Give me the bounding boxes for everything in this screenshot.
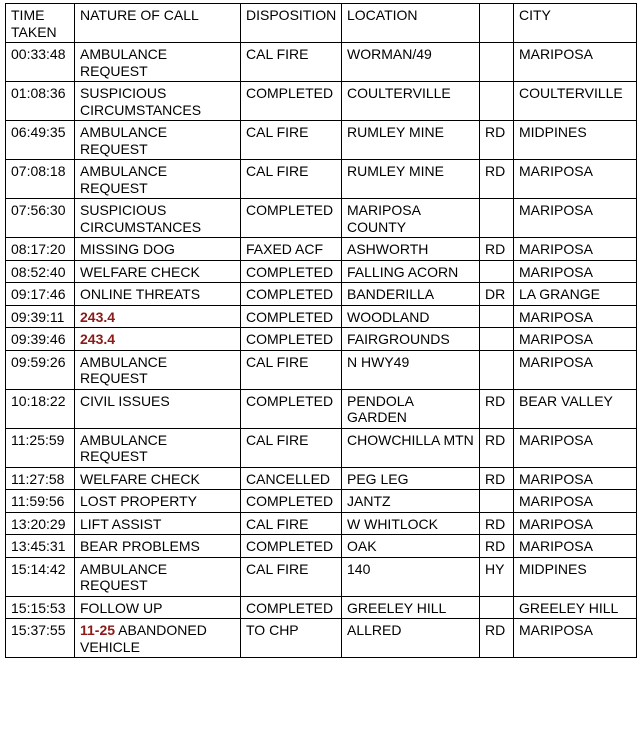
header-time-taken: TIME TAKEN xyxy=(6,4,75,43)
cell-suffix xyxy=(480,82,514,121)
cell-city: MARIPOSA xyxy=(514,428,637,467)
cell-nature xyxy=(75,121,241,160)
table-row xyxy=(6,328,637,351)
cell-disposition: CAL FIRE xyxy=(241,428,342,467)
cell-city: MARIPOSA xyxy=(514,305,637,328)
table-row xyxy=(6,350,637,389)
cell-nature xyxy=(75,328,241,351)
cell-suffix xyxy=(480,490,514,513)
cell-disposition: CAL FIRE xyxy=(241,121,342,160)
cell-disposition: TO CHP xyxy=(241,619,342,658)
cell-location: 140 xyxy=(342,557,480,596)
nature-text: FOLLOW UP xyxy=(80,599,163,616)
cell-time: 09:39:11 xyxy=(6,305,75,328)
cell-nature xyxy=(75,619,241,658)
cell-disposition: COMPLETED xyxy=(241,305,342,328)
cell-suffix xyxy=(480,199,514,238)
cell-location: WOODLAND xyxy=(342,305,480,328)
nature-text: ABANDONED VEHICLE xyxy=(80,622,207,655)
cell-location: W WHITLOCK xyxy=(342,512,480,535)
cell-location: ASHWORTH xyxy=(342,238,480,261)
cell-location: RUMLEY MINE xyxy=(342,160,480,199)
cell-city: COULTERVILLE xyxy=(514,82,637,121)
cell-disposition: COMPLETED xyxy=(241,328,342,351)
cell-city: LA GRANGE xyxy=(514,283,637,306)
cell-city: MARIPOSA xyxy=(514,43,637,82)
cell-time: 11:59:56 xyxy=(6,490,75,513)
nature-text: LOST PROPERTY xyxy=(80,493,197,509)
cell-nature xyxy=(75,512,241,535)
cell-time: 13:45:31 xyxy=(6,535,75,558)
cell-nature xyxy=(75,283,241,306)
cell-nature xyxy=(75,428,241,467)
cell-location: COULTERVILLE xyxy=(342,82,480,121)
cell-time: 01:08:36 xyxy=(6,82,75,121)
cell-time: 00:33:48 xyxy=(6,43,75,82)
table-row xyxy=(6,389,637,428)
cell-city: MIDPINES xyxy=(514,557,637,596)
table-row xyxy=(6,283,637,306)
cell-location: BANDERILLA xyxy=(342,283,480,306)
cell-city: MARIPOSA xyxy=(514,260,637,283)
table-row xyxy=(6,535,637,558)
cell-location: ALLRED xyxy=(342,619,480,658)
cell-nature xyxy=(75,199,241,238)
cell-nature xyxy=(75,305,241,328)
nature-text: AMBULANCE REQUEST xyxy=(80,560,168,593)
call-code: 11-25 xyxy=(80,622,116,638)
cell-suffix: RD xyxy=(480,428,514,467)
cell-nature xyxy=(75,490,241,513)
cell-city: MARIPOSA xyxy=(514,238,637,261)
cell-time: 13:20:29 xyxy=(6,512,75,535)
cell-disposition: COMPLETED xyxy=(241,389,342,428)
cell-nature xyxy=(75,260,241,283)
table-row xyxy=(6,490,637,513)
cell-suffix xyxy=(480,305,514,328)
cell-disposition: COMPLETED xyxy=(241,283,342,306)
table-row xyxy=(6,596,637,619)
cell-disposition: FAXED ACF xyxy=(241,238,342,261)
table-row xyxy=(6,160,637,199)
cell-nature xyxy=(75,82,241,121)
cell-suffix xyxy=(480,328,514,351)
cell-location: MARIPOSA COUNTY xyxy=(342,199,480,238)
cell-suffix: RD xyxy=(480,389,514,428)
table-row xyxy=(6,238,637,261)
table-row xyxy=(6,43,637,82)
cell-suffix: RD xyxy=(480,121,514,160)
cell-disposition: CAL FIRE xyxy=(241,557,342,596)
cell-time: 15:15:53 xyxy=(6,596,75,619)
nature-text: ONLINE THREATS xyxy=(80,286,201,302)
cell-suffix: RD xyxy=(480,535,514,558)
cell-disposition: CAL FIRE xyxy=(241,43,342,82)
cell-nature xyxy=(75,467,241,490)
nature-text: MISSING DOG xyxy=(80,241,175,257)
cell-city: MIDPINES xyxy=(514,121,637,160)
cell-nature xyxy=(75,350,241,389)
cell-location: GREELEY HILL xyxy=(342,596,480,619)
cell-disposition: COMPLETED xyxy=(241,535,342,558)
table-row xyxy=(6,512,637,535)
cell-disposition: CAL FIRE xyxy=(241,160,342,199)
nature-text: AMBULANCE REQUEST xyxy=(80,353,168,386)
cell-time: 07:56:30 xyxy=(6,199,75,238)
table-row xyxy=(6,619,637,658)
cell-disposition: CAL FIRE xyxy=(241,350,342,389)
cell-city: MARIPOSA xyxy=(514,160,637,199)
cell-city: MARIPOSA xyxy=(514,328,637,351)
cell-disposition: COMPLETED xyxy=(241,199,342,238)
nature-text: AMBULANCE REQUEST xyxy=(80,431,168,464)
table-row xyxy=(6,260,637,283)
cell-disposition: COMPLETED xyxy=(241,260,342,283)
cell-suffix xyxy=(480,596,514,619)
cell-suffix: RD xyxy=(480,238,514,261)
nature-text: CIVIL ISSUES xyxy=(80,392,170,409)
table-row xyxy=(6,467,637,490)
cell-location: WORMAN/49 xyxy=(342,43,480,82)
cell-suffix: RD xyxy=(480,467,514,490)
cell-disposition: COMPLETED xyxy=(241,596,342,619)
cell-city: BEAR VALLEY xyxy=(514,389,637,428)
call-code: 243.4 xyxy=(80,308,116,325)
cell-suffix xyxy=(480,260,514,283)
table-row xyxy=(6,557,637,596)
header-nature-of-call: NATURE OF CALL xyxy=(75,4,241,43)
cell-city: MARIPOSA xyxy=(514,535,637,558)
nature-text: SUSPICIOUS CIRCUMSTANCES xyxy=(80,85,202,118)
nature-text: LIFT ASSIST xyxy=(80,515,162,532)
header-city: CITY xyxy=(514,4,637,43)
cell-location: PENDOLA GARDEN xyxy=(342,389,480,428)
cell-disposition: CANCELLED xyxy=(241,467,342,490)
cell-location: FALLING ACORN xyxy=(342,260,480,283)
nature-text: AMBULANCE REQUEST xyxy=(80,46,168,79)
cell-suffix: HY xyxy=(480,557,514,596)
cell-time: 15:14:42 xyxy=(6,557,75,596)
cell-city: MARIPOSA xyxy=(514,512,637,535)
cell-location: OAK xyxy=(342,535,480,558)
cell-time: 08:17:20 xyxy=(6,238,75,261)
nature-text: WELFARE CHECK xyxy=(80,263,200,280)
call-code: 243.4 xyxy=(80,331,116,347)
cell-time: 10:18:22 xyxy=(6,389,75,428)
cell-nature xyxy=(75,238,241,261)
cell-disposition: COMPLETED xyxy=(241,490,342,513)
cell-time: 09:17:46 xyxy=(6,283,75,306)
cell-suffix: RD xyxy=(480,160,514,199)
header-location: LOCATION xyxy=(342,4,480,43)
table-row xyxy=(6,428,637,467)
cell-location: FAIRGROUNDS xyxy=(342,328,480,351)
call-log-table xyxy=(5,3,637,658)
cell-city: MARIPOSA xyxy=(514,467,637,490)
nature-text: AMBULANCE REQUEST xyxy=(80,163,168,196)
table-row xyxy=(6,121,637,160)
cell-nature xyxy=(75,557,241,596)
cell-suffix xyxy=(480,43,514,82)
header-row xyxy=(6,4,637,43)
cell-location: CHOWCHILLA MTN xyxy=(342,428,480,467)
cell-nature xyxy=(75,596,241,619)
cell-time: 15:37:55 xyxy=(6,619,75,658)
cell-nature xyxy=(75,535,241,558)
nature-text: AMBULANCE REQUEST xyxy=(80,124,168,157)
cell-location: N HWY49 xyxy=(342,350,480,389)
cell-time: 11:27:58 xyxy=(6,467,75,490)
cell-city: MARIPOSA xyxy=(514,350,637,389)
cell-city: MARIPOSA xyxy=(514,619,637,658)
cell-time: 07:08:18 xyxy=(6,160,75,199)
cell-city: MARIPOSA xyxy=(514,490,637,513)
cell-time: 11:25:59 xyxy=(6,428,75,467)
table-row xyxy=(6,199,637,238)
nature-text: BEAR PROBLEMS xyxy=(80,538,200,554)
table-row xyxy=(6,82,637,121)
cell-nature xyxy=(75,389,241,428)
cell-suffix: RD xyxy=(480,512,514,535)
cell-suffix: DR xyxy=(480,283,514,306)
cell-time: 09:59:26 xyxy=(6,350,75,389)
header-suffix xyxy=(480,4,514,43)
cell-time: 06:49:35 xyxy=(6,121,75,160)
cell-time: 09:39:46 xyxy=(6,328,75,351)
cell-suffix: RD xyxy=(480,619,514,658)
cell-disposition: CAL FIRE xyxy=(241,512,342,535)
cell-suffix xyxy=(480,350,514,389)
table-row xyxy=(6,305,637,328)
cell-location: RUMLEY MINE xyxy=(342,121,480,160)
cell-disposition: COMPLETED xyxy=(241,82,342,121)
cell-location: JANTZ xyxy=(342,490,480,513)
header-disposition: DISPOSITION xyxy=(241,4,342,43)
cell-nature xyxy=(75,160,241,199)
cell-nature xyxy=(75,43,241,82)
cell-city: MARIPOSA xyxy=(514,199,637,238)
cell-time: 08:52:40 xyxy=(6,260,75,283)
nature-text: SUSPICIOUS CIRCUMSTANCES xyxy=(80,202,202,235)
cell-city: GREELEY HILL xyxy=(514,596,637,619)
nature-text: WELFARE CHECK xyxy=(80,470,200,487)
cell-location: PEG LEG xyxy=(342,467,480,490)
